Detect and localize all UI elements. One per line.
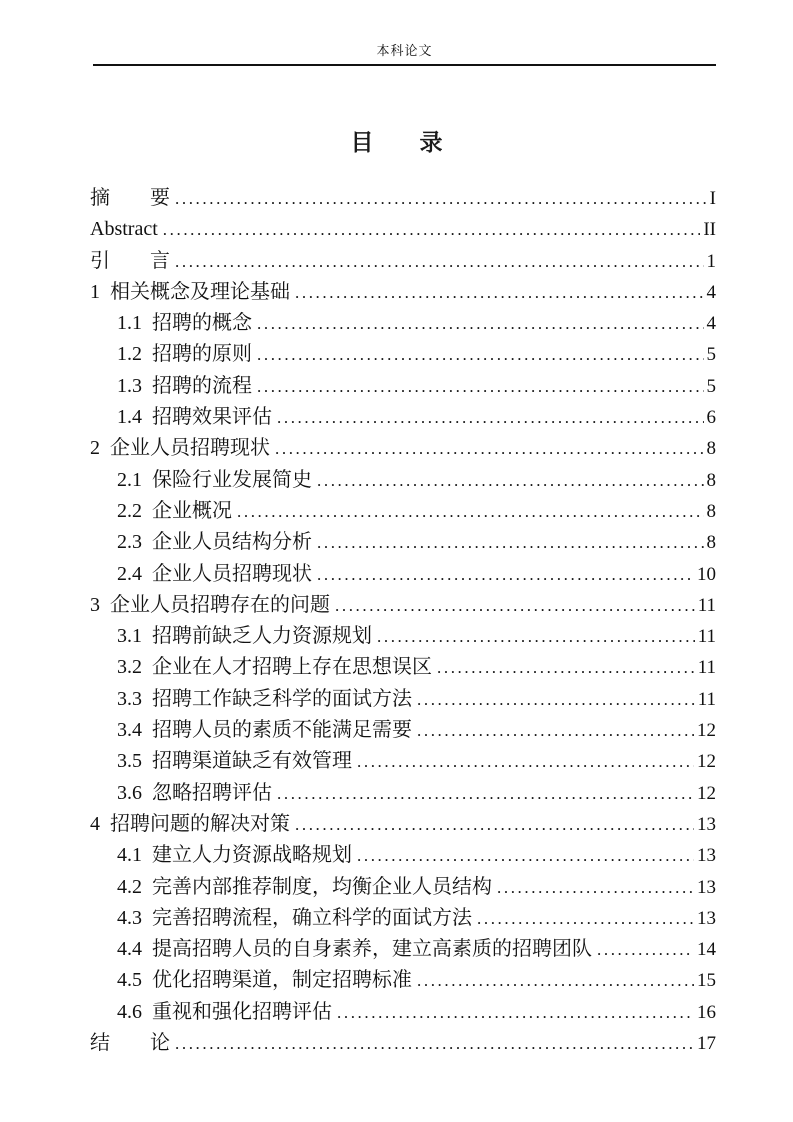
- toc-entry[interactable]: [90, 934, 716, 965]
- toc-entry-page: 14: [697, 939, 716, 961]
- dot-leader: [175, 247, 704, 277]
- toc-entry-number: 2.2: [117, 499, 142, 522]
- toc-entry-page: 8: [706, 500, 716, 522]
- dot-leader: [257, 372, 704, 402]
- toc-entry-page: 13: [697, 876, 716, 898]
- toc-entry-page: 11: [697, 626, 716, 648]
- toc-entry-title: 招聘的流程: [152, 374, 252, 397]
- toc-entry[interactable]: [90, 1028, 716, 1059]
- header-text: 本科论文: [376, 43, 433, 58]
- toc-entry[interactable]: [90, 559, 716, 590]
- toc-entry-title: 企业人员招聘现状: [110, 437, 270, 460]
- toc-entry-page: 13: [697, 845, 716, 867]
- toc-entry-page: 5: [706, 375, 716, 397]
- toc-entry[interactable]: [90, 590, 716, 621]
- toc-entry-number: 3.1: [117, 625, 142, 648]
- dot-leader: [295, 278, 704, 308]
- toc-entry-page: 16: [697, 1001, 716, 1023]
- toc-entry-number: 3.5: [117, 750, 142, 773]
- toc-entry-page: 13: [697, 813, 716, 835]
- dot-leader: [257, 309, 704, 339]
- toc-entry-number: 2.4: [117, 562, 142, 585]
- toc-entry-page: 5: [706, 344, 716, 366]
- toc-entry[interactable]: [90, 684, 716, 715]
- toc-entry-number: 4.1: [117, 844, 142, 867]
- toc-entry-title: 提高招聘人员的自身素养，建立高素质的招聘团队: [152, 938, 592, 961]
- toc-entry-page: 6: [706, 407, 716, 429]
- toc-entry-title: Abstract: [90, 218, 158, 241]
- dot-leader: [357, 747, 694, 777]
- toc-entry-page: 12: [697, 751, 716, 773]
- dot-leader: [275, 434, 704, 464]
- page-title: 目 录: [350, 129, 443, 155]
- toc-entry-number: 1.2: [117, 343, 142, 366]
- toc-entry-title: 招聘人员的素质不能满足需要: [152, 719, 412, 742]
- toc-entry[interactable]: [90, 809, 716, 840]
- toc-entry[interactable]: [90, 246, 716, 277]
- toc-entry-page: 13: [697, 907, 716, 929]
- toc-entry[interactable]: [90, 402, 716, 433]
- toc-entry-title: 完善招聘流程，确立科学的面试方法: [152, 906, 472, 929]
- toc-entry-title: 摘 要: [90, 187, 170, 209]
- toc-entry-number: 4.3: [117, 906, 142, 929]
- toc-entry-number: 3: [90, 593, 100, 616]
- toc-entry[interactable]: [90, 371, 716, 402]
- document-header: [93, 0, 716, 66]
- toc-entry-page: 8: [706, 532, 716, 554]
- toc-entry-title: 忽略招聘评估: [152, 781, 272, 804]
- toc-entry-number: 3.3: [117, 687, 142, 710]
- toc-entry-page: 12: [697, 782, 716, 804]
- toc-entry-number: 4.6: [117, 1000, 142, 1023]
- dot-leader: [163, 215, 701, 245]
- dot-leader: [437, 653, 695, 683]
- dot-leader: [335, 591, 695, 621]
- toc-entry-title: 企业在人才招聘上存在思想误区: [152, 656, 432, 679]
- toc-entry-page: 15: [697, 970, 716, 992]
- toc-entry-page: I: [709, 188, 716, 209]
- toc-entry-number: 1.1: [117, 312, 142, 335]
- toc-entry-page: 12: [697, 720, 716, 742]
- dot-leader: [175, 1029, 694, 1059]
- toc-entry[interactable]: [90, 621, 716, 652]
- toc-entry[interactable]: [90, 840, 716, 871]
- toc-entry-page: 11: [697, 688, 716, 710]
- toc-entry-number: 2.3: [117, 531, 142, 554]
- toc-entry-title: 招聘的概念: [152, 312, 252, 335]
- dot-leader: [257, 340, 704, 370]
- toc-entry-page: II: [703, 219, 716, 241]
- toc-entry[interactable]: [90, 433, 716, 464]
- toc-entry-title: 建立人力资源战略规划: [152, 844, 352, 867]
- dot-leader: [417, 716, 694, 746]
- dot-leader: [497, 873, 694, 903]
- toc-entry[interactable]: [90, 496, 716, 527]
- toc-entry-title: 完善内部推荐制度，均衡企业人员结构: [152, 875, 492, 898]
- toc-entry-page: 17: [697, 1033, 716, 1055]
- toc-entry-title: 招聘渠道缺乏有效管理: [152, 750, 352, 773]
- toc-entry-title: 优化招聘渠道，制定招聘标准: [152, 969, 412, 992]
- dot-leader: [377, 622, 695, 652]
- toc-entry[interactable]: [90, 965, 716, 996]
- dot-leader: [337, 998, 694, 1028]
- toc-entry[interactable]: [90, 339, 716, 370]
- toc-entry[interactable]: [90, 746, 716, 777]
- toc-entry-title: 招聘的原则: [152, 343, 252, 366]
- toc-entry[interactable]: [90, 778, 716, 809]
- dot-leader: [417, 685, 695, 715]
- toc-entry-number: 4.5: [117, 969, 142, 992]
- toc-entry-page: 10: [697, 563, 716, 585]
- toc-entry-title: 企业人员招聘存在的问题: [110, 593, 330, 616]
- toc-entry-number: 4.2: [117, 875, 142, 898]
- toc-entry[interactable]: [90, 308, 716, 339]
- toc-entry[interactable]: [90, 997, 716, 1028]
- dot-leader: [295, 810, 694, 840]
- toc-entry[interactable]: [90, 465, 716, 496]
- toc-entry-number: 3.4: [117, 719, 142, 742]
- dot-leader: [277, 779, 694, 809]
- toc-entry-title: 企业人员结构分析: [152, 531, 312, 554]
- toc-entry-page: 4: [706, 281, 716, 303]
- toc-entry-number: 4: [90, 812, 100, 835]
- toc-entry-title: 招聘效果评估: [152, 406, 272, 429]
- toc-entry-number: 2.1: [117, 468, 142, 491]
- table-of-contents: [90, 183, 716, 1059]
- dot-leader: [277, 403, 704, 433]
- toc-entry[interactable]: [90, 183, 716, 214]
- dot-leader: [175, 184, 707, 214]
- dot-leader: [597, 935, 694, 965]
- toc-entry-page: 11: [697, 594, 716, 616]
- toc-entry-title: 招聘工作缺乏科学的面试方法: [152, 687, 412, 710]
- toc-entry-number: 1: [90, 280, 100, 303]
- toc-entry-page: 8: [706, 469, 716, 491]
- toc-entry-number: 3.2: [117, 656, 142, 679]
- toc-entry-title: 相关概念及理论基础: [110, 280, 290, 303]
- toc-entry[interactable]: [90, 277, 716, 308]
- toc-entry-number: 1.3: [117, 374, 142, 397]
- toc-entry[interactable]: [90, 652, 716, 683]
- toc-entry-title: 重视和强化招聘评估: [152, 1000, 332, 1023]
- toc-entry-number: 4.4: [117, 938, 142, 961]
- dot-leader: [477, 904, 694, 934]
- toc-entry-number: 2: [90, 437, 100, 460]
- dot-leader: [317, 466, 704, 496]
- toc-entry-number: 1.4: [117, 406, 142, 429]
- dot-leader: [317, 560, 694, 590]
- toc-entry-title: 结 论: [90, 1032, 170, 1055]
- toc-entry-title: 企业概况: [152, 499, 232, 522]
- toc-entry[interactable]: [90, 872, 716, 903]
- toc-entry-title: 招聘前缺乏人力资源规划: [152, 625, 372, 648]
- dot-leader: [237, 497, 704, 527]
- toc-entry-number: 3.6: [117, 781, 142, 804]
- dot-leader: [417, 966, 694, 996]
- toc-entry-page: 4: [706, 313, 716, 335]
- dot-leader: [357, 841, 694, 871]
- toc-entry-title: 保险行业发展简史: [152, 468, 312, 491]
- toc-entry-title: 引 言: [90, 249, 170, 272]
- toc-entry[interactable]: [90, 715, 716, 746]
- toc-entry-page: 8: [706, 438, 716, 460]
- toc-entry-title: 企业人员招聘现状: [152, 562, 312, 585]
- toc-entry-page: 11: [697, 657, 716, 679]
- toc-entry[interactable]: [90, 214, 716, 245]
- toc-entry[interactable]: [90, 903, 716, 934]
- toc-entry[interactable]: [90, 527, 716, 558]
- dot-leader: [317, 528, 704, 558]
- toc-entry-page: 1: [706, 250, 716, 272]
- toc-entry-title: 招聘问题的解决对策: [110, 812, 290, 835]
